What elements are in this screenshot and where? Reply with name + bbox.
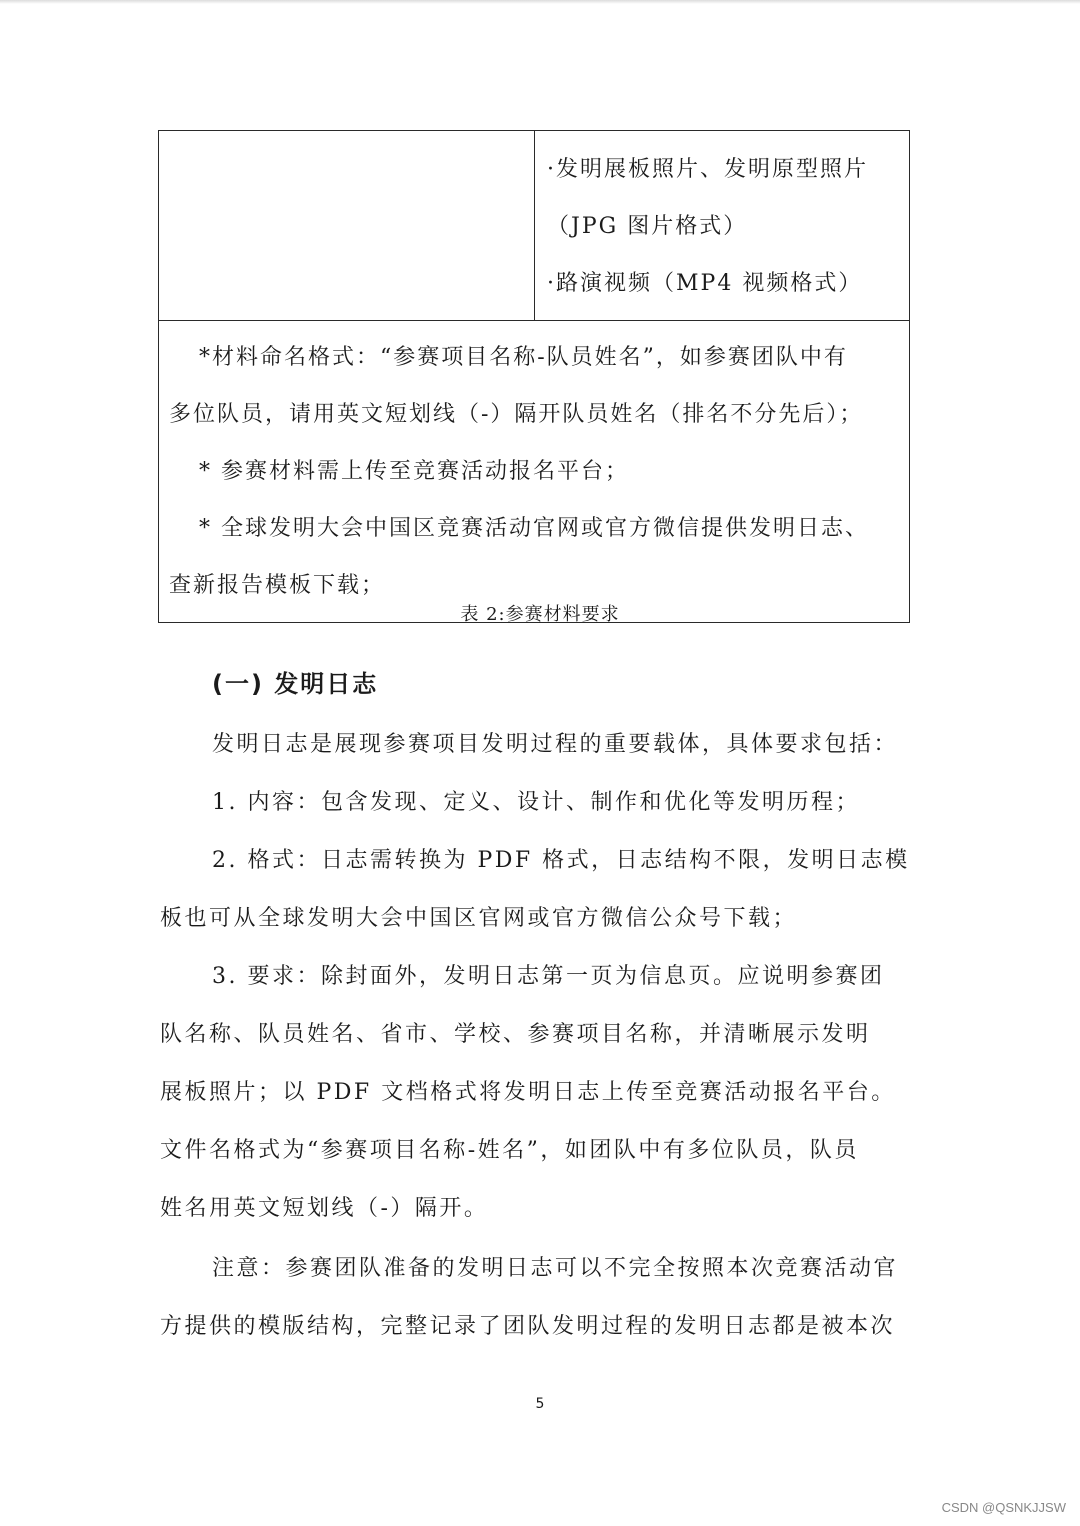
section-heading: (一) 发明日志 [212,670,379,698]
paragraph-line: 注意：参赛团队准备的发明日志可以不完全按照本次竞赛活动官 [212,1256,899,1281]
paragraph-line: 2. 格式：日志需转换为 PDF 格式，日志结构不限，发明日志模 [212,848,910,873]
paragraph-line: 队名称、队员姓名、省市、学校、参赛项目名称，并清晰展示发明 [160,1022,871,1047]
material-line: ·发明展板照片、发明原型照片 [547,157,868,182]
table-row [159,321,910,623]
section-intro [212,716,972,774]
note-line: * 全球发明大会中国区竞赛活动官网或官方微信提供发明日志、 [199,516,869,541]
note-line: *材料命名格式：“参赛项目名称-队员姓名”，如参赛团队中有 [199,345,848,370]
paragraph-line: 3. 要求：除封面外，发明日志第一页为信息页。应说明参赛团 [212,964,885,989]
materials-table [158,130,910,623]
note-line: * 参赛材料需上传至竞赛活动报名平台； [199,459,629,484]
paragraph-line: 展板照片；以 PDF 文档格式将发明日志上传至竞赛活动报名平台。 [160,1080,896,1105]
material-line: ·路演视频（MP4 视频格式） [547,271,863,296]
item-format [160,832,920,948]
item-requirements [160,948,920,1238]
paragraph-line: 板也可从全球发明大会中国区官网或官方微信公众号下载； [160,906,798,931]
note-paragraph [160,1240,920,1356]
table-cell-notes [159,321,910,623]
watermark: CSDN @QSNKJJSW [941,1500,1066,1515]
item-content [212,774,972,832]
table-cell-materials [535,131,910,321]
table-caption: 表 2:参赛材料要求 [460,604,620,625]
page-number: 5 [535,1396,545,1412]
paragraph-line: 发明日志是展现参赛项目发明过程的重要载体，具体要求包括： [212,732,899,757]
paragraph-line: 1. 内容：包含发现、定义、设计、制作和优化等发明历程； [212,790,860,815]
paragraph-line: 方提供的模版结构，完整记录了团队发明过程的发明日志都是被本次 [160,1314,896,1339]
material-line: （JPG 图片格式） [547,214,748,239]
paragraph-line: 姓名用英文短划线（-）隔开。 [160,1196,489,1221]
table-row [159,131,910,321]
table-cell-empty [159,131,535,321]
note-line: 查新报告模板下载； [169,573,386,598]
note-line: 多位队员，请用英文短划线（-）隔开队员姓名（排名不分先后）； [169,402,864,427]
paragraph-line: 文件名格式为“参赛项目名称-姓名”，如团队中有多位队员，队员 [160,1138,859,1163]
